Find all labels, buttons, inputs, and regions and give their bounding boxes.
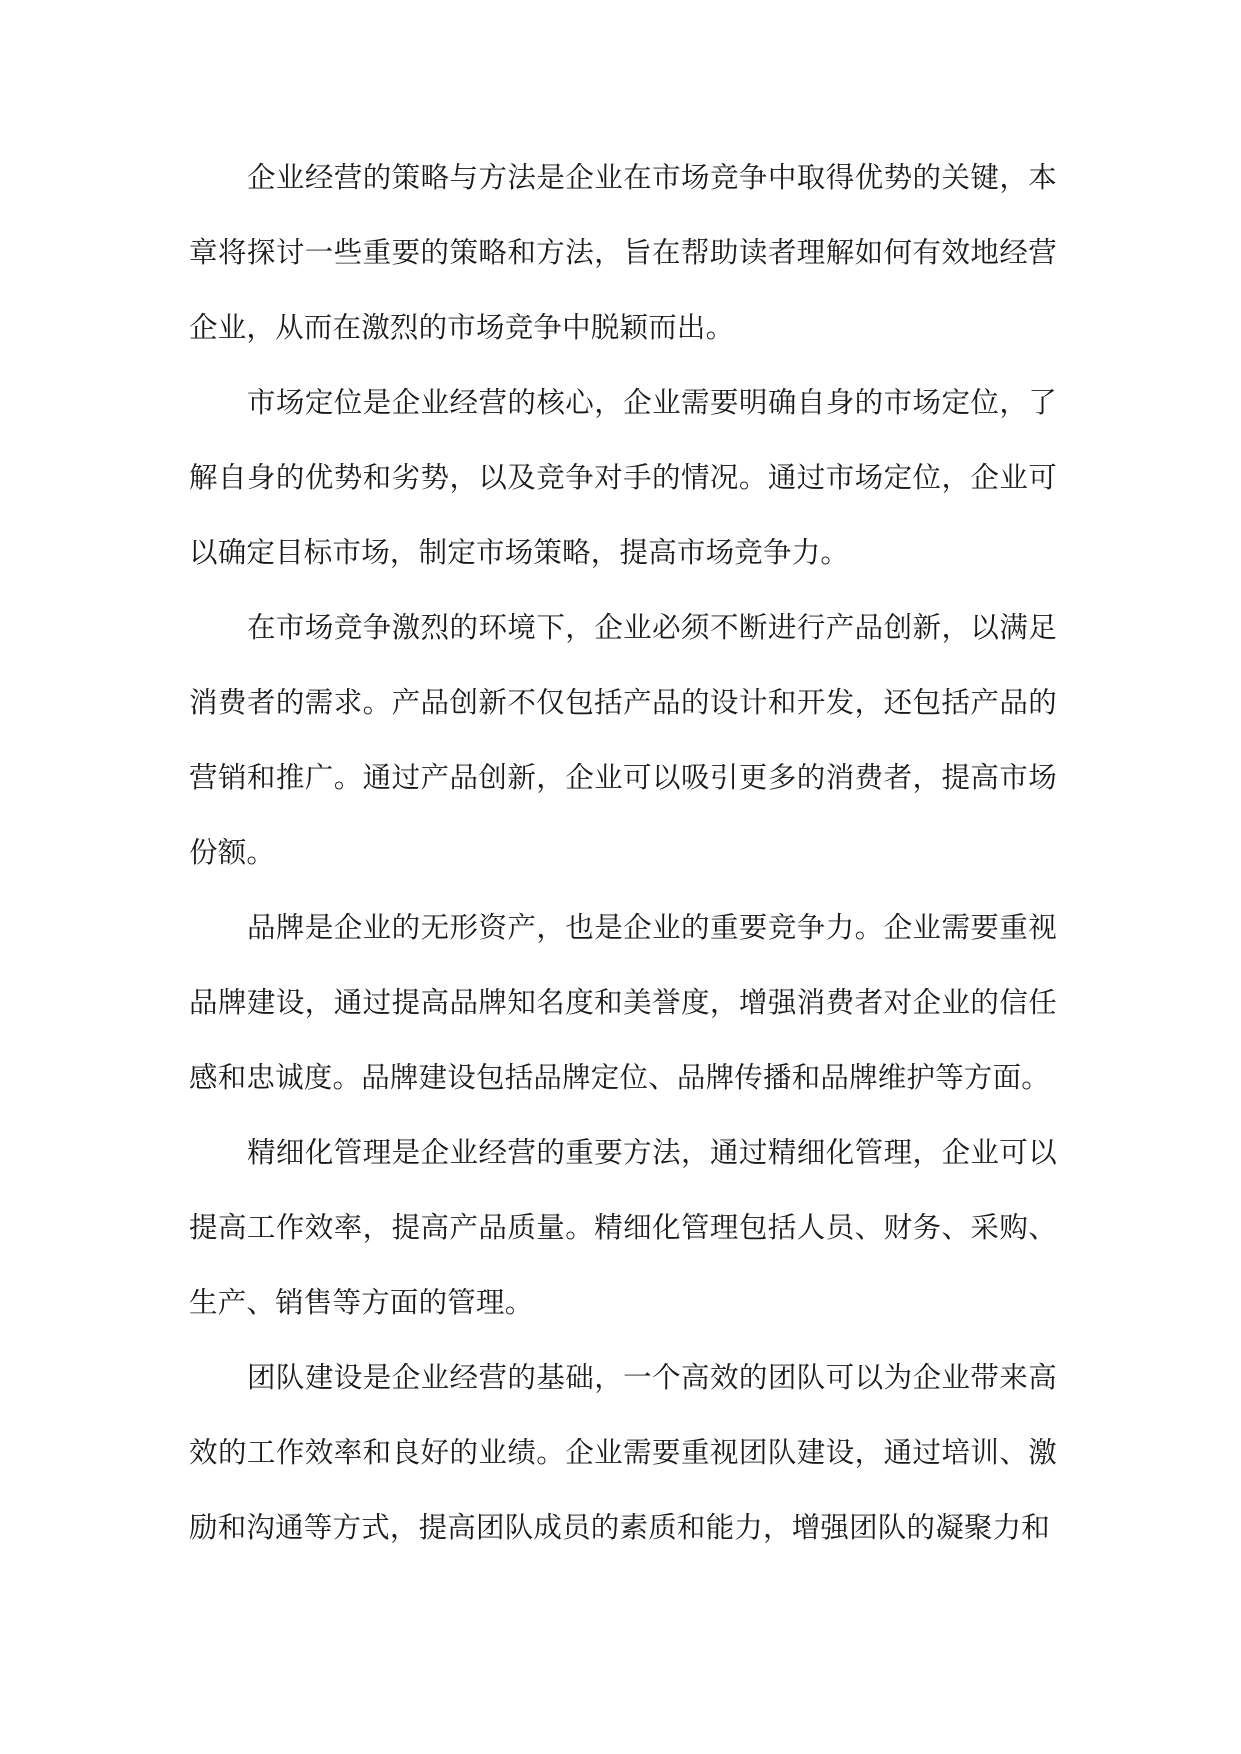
document-body — [189, 140, 1057, 1565]
paragraph-brand-building: 品牌是企业的无形资产，也是企业的重要竞争力。企业需要重视品牌建设，通过提高品牌知名度和美誉度，增强消费者对企业的信任感和忠诚度。品牌建设包括品牌定位、品牌传播和品牌维护等方面。 — [189, 911, 1057, 1094]
paragraph-market-positioning: 市场定位是企业经营的核心，企业需要明确自身的市场定位，了解自身的优势和劣势，以及竞争对手的情况。通过市场定位，企业可以确定目标市场，制定市场策略，提高市场竞争力。 — [189, 386, 1057, 569]
paragraph-product-innovation: 在市场竞争激烈的环境下，企业必须不断进行产品创新，以满足消费者的需求。产品创新不仅包括产品的设计和开发，还包括产品的营销和推广。通过产品创新，企业可以吸引更多的消费者，提高市场份额。 — [189, 611, 1057, 869]
paragraph-refined-management: 精细化管理是企业经营的重要方法，通过精细化管理，企业可以提高工作效率，提高产品质量。精细化管理包括人员、财务、采购、生产、销售等方面的管理。 — [189, 1136, 1057, 1319]
paragraph-intro: 企业经营的策略与方法是企业在市场竞争中取得优势的关键，本章将探讨一些重要的策略和方法，旨在帮助读者理解如何有效地经营企业，从而在激烈的市场竞争中脱颖而出。 — [189, 161, 1057, 344]
paragraph-team-building: 团队建设是企业经营的基础，一个高效的团队可以为企业带来高效的工作效率和良好的业绩。企业需要重视团队建设，通过培训、激励和沟通等方式，提高团队成员的素质和能力，增强团队的凝聚力和 — [189, 1361, 1057, 1544]
